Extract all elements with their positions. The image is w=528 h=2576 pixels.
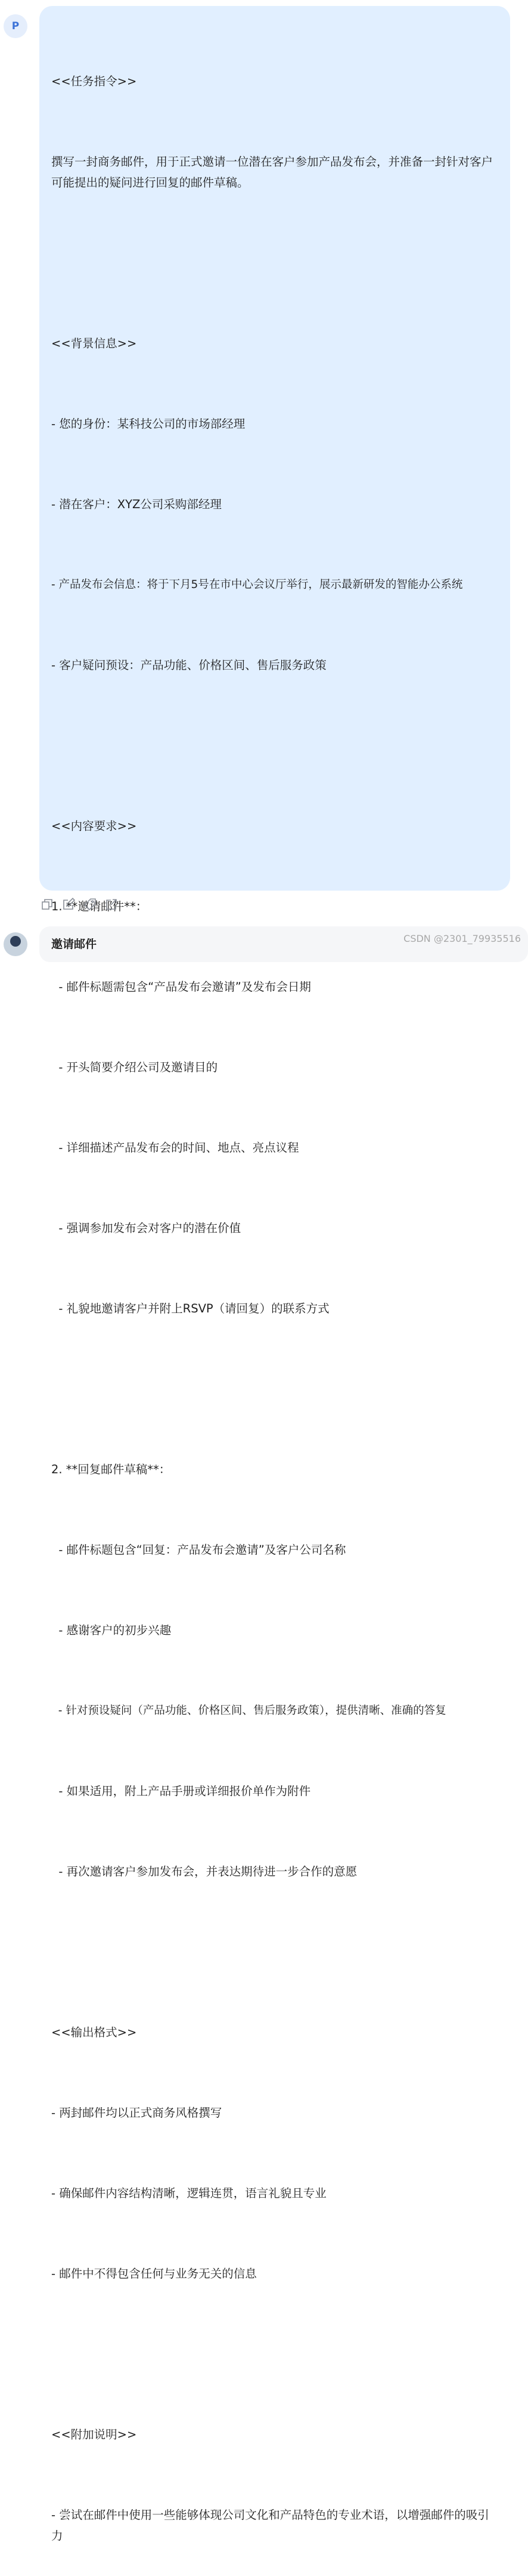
assistant-message-title: 邀请邮件 [51,938,97,951]
prompt-line: - 针对预设疑问（产品功能、价格区间、售后服务政策），提供清晰、准确的答复 [51,1704,446,1717]
prompt-line: - 如果适用，附上产品手册或详细报价单作为附件 [51,1784,311,1798]
prompt-line: 1. **邀请邮件**： [51,900,148,913]
prompt-line: <<任务指令>> [51,74,137,88]
prompt-line: - 开头简要介绍公司及邀请目的 [51,1060,218,1074]
prompt-line [51,250,497,276]
assistant-message-bubble [39,926,528,962]
assistant-avatar [4,932,27,956]
prompt-line: - 邮件中不得包含任何与业务无关的信息 [51,2267,257,2281]
prompt-text [51,14,497,2576]
share-icon[interactable] [105,898,118,911]
prompt-line: - 再次邀请客户参加发布会，并表达期待进一步合作的意愿 [51,1865,358,1878]
watermark: CSDN @2301_79935516 [403,933,521,944]
prompt-line: 撰写一封商务邮件，用于正式邀请一位潜在客户参加产品发布会，并准备一封针对客户可能提出的疑问进行回复的邮件草稿。 [51,155,493,189]
prompt-line [51,1376,497,1402]
prompt-line: - 邮件标题包含“回复：产品发布会邀请”及客户公司名称 [51,1543,346,1557]
prompt-line: <<背景信息>> [51,337,137,350]
prompt-line: - 您的身份：某科技公司的市场部经理 [51,417,246,431]
prompt-line: 2. **回复邮件草稿**： [51,1463,171,1476]
prompt-line: <<输出格式>> [51,2026,137,2039]
prompt-line [51,1939,497,1965]
prompt-line: - 感谢客户的初步兴趣 [51,1623,172,1637]
prompt-line: - 潜在客户：XYZ公司采购部经理 [51,497,222,511]
copy-icon[interactable] [41,898,54,911]
prompt-line: - 强调参加发布会对客户的潜在价值 [51,1221,241,1235]
prompt-line: - 尝试在邮件中使用一些能够体现公司文化和产品特色的专业术语，以增强邮件的吸引力 [51,2508,489,2543]
edit-icon[interactable] [62,898,75,911]
prompt-line: - 产品发布会信息：将于下月5号在市中心会议厅举行，展示最新研发的智能办公系统 [51,578,463,591]
tag-icon[interactable] [83,898,97,911]
user-avatar: P [4,14,27,38]
prompt-line: - 详细描述产品发布会的时间、地点、亮点议程 [51,1141,299,1155]
prompt-line: - 两封邮件均以正式商务风格撰写 [51,2106,222,2120]
prompt-line: - 确保邮件内容结构清晰，逻辑连贯，语言礼貌且专业 [51,2186,327,2200]
prompt-line: - 邮件标题需包含“产品发布会邀请”及发布会日期 [51,980,311,994]
prompt-line: - 客户疑问预设：产品功能、价格区间、售后服务政策 [51,658,327,672]
prompt-line: <<内容要求>> [51,819,137,833]
prompt-line: <<附加说明>> [51,2428,137,2441]
prompt-line [51,732,497,759]
prompt-line: - 礼貌地邀请客户并附上RSVP（请回复）的联系方式 [51,1302,330,1315]
message-actions [41,898,118,911]
prompt-line [51,2341,497,2367]
